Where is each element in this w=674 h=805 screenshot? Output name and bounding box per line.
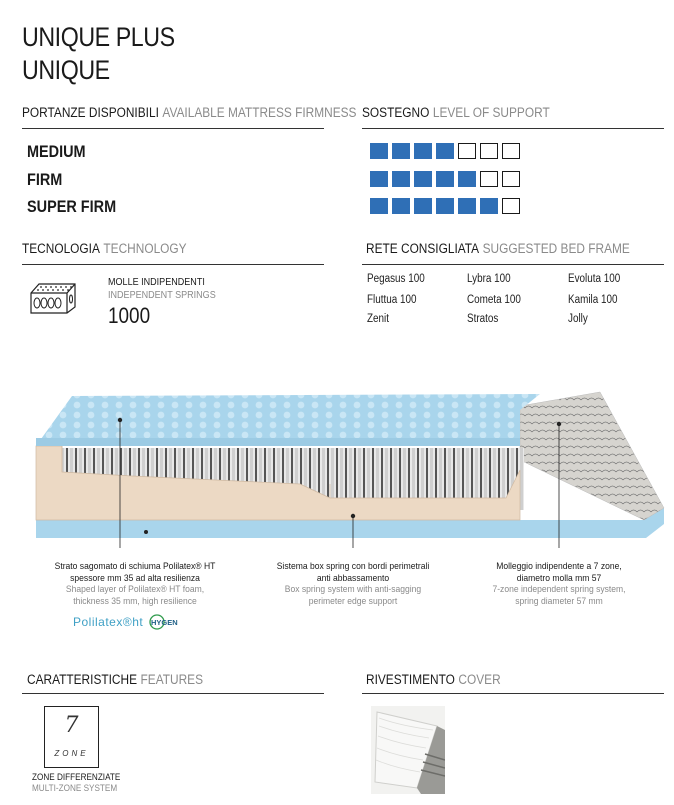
callout-zone-en-1: 7-zone independent spring system,: [492, 584, 626, 595]
mattress-cross-section-image: [0, 380, 674, 550]
bed-frame-item: Cometa 100: [467, 294, 521, 306]
seven-zone-icon: [44, 706, 99, 768]
support-square-empty: [458, 143, 476, 159]
support-square-filled: [480, 198, 498, 214]
support-square-filled: [370, 143, 388, 159]
technology-heading-en: TECHNOLOGY: [103, 241, 187, 256]
firmness-heading-it: PORTANZE DISPONIBILI: [22, 105, 159, 120]
feature-label-en: MULTI-ZONE SYSTEM: [32, 783, 118, 794]
support-square-filled: [458, 171, 476, 187]
bed-frame-item: Lybra 100: [467, 273, 511, 285]
cover-heading: [366, 672, 501, 687]
support-heading: [362, 105, 550, 120]
cover-heading-en: COVER: [458, 672, 501, 687]
callout-zone-it-1: Molleggio indipendente a 7 zone,: [496, 561, 622, 572]
support-square-filled: [458, 198, 476, 214]
bed-frame-item: Evoluta 100: [568, 273, 621, 285]
support-square-filled: [436, 198, 454, 214]
features-heading-it: CARATTERISTICHE: [27, 672, 138, 687]
support-square-filled: [414, 198, 432, 214]
product-title-unique: UNIQUE: [22, 55, 110, 85]
callout-zone-en-2: spring diameter 57 mm: [515, 595, 603, 607]
callout-foam-en-1: Shaped layer of Polilatex® HT foam,: [65, 584, 205, 595]
firmness-medium: MEDIUM: [27, 142, 86, 161]
bed-frame-heading-en: SUGGESTED BED FRAME: [482, 241, 630, 256]
cover-fabric-image: [371, 706, 445, 794]
bed-frame-item: Kamila 100: [568, 294, 618, 306]
technology-heading-it: TECNOLOGIA: [22, 241, 100, 256]
support-row-firm: [370, 171, 520, 187]
callout-box-en-2: perimeter edge support: [308, 595, 398, 607]
bed-frame-item: Pegasus 100: [367, 273, 425, 285]
bed-frame-heading-it: RETE CONSIGLIATA: [366, 241, 480, 256]
callout-foam-it-2: spessore mm 35 ad alta resilienza: [70, 572, 200, 584]
callout-foam-layer: [40, 561, 230, 607]
support-heading-it: SOSTEGNO: [362, 105, 430, 120]
support-square-filled: [370, 198, 388, 214]
callout-7-zone: [464, 561, 654, 607]
support-square-filled: [414, 143, 432, 159]
support-row-super-firm: [370, 198, 520, 214]
support-square-filled: [436, 171, 454, 187]
features-heading-en: FEATURES: [140, 672, 204, 687]
product-title-unique-plus: UNIQUE PLUS: [22, 22, 175, 52]
support-square-empty: [502, 171, 520, 187]
bed-frame-divider: [362, 264, 664, 265]
cover-heading-it: RIVESTIMENTO: [366, 672, 455, 687]
callout-box-spring: [258, 561, 448, 607]
springs-label-en: INDEPENDENT SPRINGS: [108, 289, 216, 301]
support-square-filled: [370, 171, 388, 187]
support-square-empty: [502, 143, 520, 159]
bed-frame-item: Fluttua 100: [367, 294, 417, 306]
mattress-springs-icon: [27, 281, 79, 315]
callout-box-it-1: Sistema box spring con bordi perimetrali: [276, 561, 430, 572]
bed-frame-item: Jolly: [568, 313, 588, 325]
features-divider: [22, 693, 324, 694]
hygen-logo-text: HYGEN: [151, 618, 178, 627]
technology-divider: [22, 264, 324, 265]
firmness-divider: [22, 128, 324, 129]
support-square-filled: [392, 198, 410, 214]
firmness-super-firm: SUPER FIRM: [27, 197, 117, 216]
support-square-filled: [436, 143, 454, 159]
technology-heading: [22, 241, 187, 256]
support-square-empty: [480, 143, 498, 159]
firmness-heading-en: AVAILABLE MATTRESS FIRMNESS: [162, 105, 357, 120]
support-square-filled: [392, 143, 410, 159]
bed-frame-item: Stratos: [467, 313, 499, 325]
zone-number: 7: [64, 713, 79, 738]
feature-label-it: ZONE DIFFERENZIATE: [32, 772, 121, 783]
support-heading-en: LEVEL OF SUPPORT: [432, 105, 550, 120]
polilatex-logo: Polilatex®ht: [73, 615, 144, 629]
support-divider: [362, 128, 664, 129]
bed-frame-item: Zenit: [367, 313, 389, 325]
firmness-firm: FIRM: [27, 170, 63, 189]
support-square-filled: [414, 171, 432, 187]
hygen-logo: [148, 613, 192, 631]
springs-label-it: MOLLE INDIPENDENTI: [108, 276, 205, 288]
zone-word: ZONE: [54, 749, 89, 758]
callout-foam-it-1: Strato sagomato di schiuma Polilatex® HT: [54, 561, 216, 572]
callout-foam-en-2: thickness 35 mm, high resilience: [73, 595, 197, 607]
support-square-empty: [502, 198, 520, 214]
springs-count: 1000: [108, 303, 151, 328]
cover-divider: [362, 693, 664, 694]
callout-box-en-1: Box spring system with anti-sagging: [284, 584, 422, 595]
bed-frame-heading: [366, 241, 630, 256]
support-square-filled: [392, 171, 410, 187]
firmness-heading: [22, 105, 356, 120]
features-heading: [27, 672, 203, 687]
support-row-medium: [370, 143, 520, 159]
callout-zone-it-2: diametro molla mm 57: [516, 572, 602, 584]
callout-box-it-2: anti abbassamento: [316, 572, 390, 584]
support-square-empty: [480, 171, 498, 187]
